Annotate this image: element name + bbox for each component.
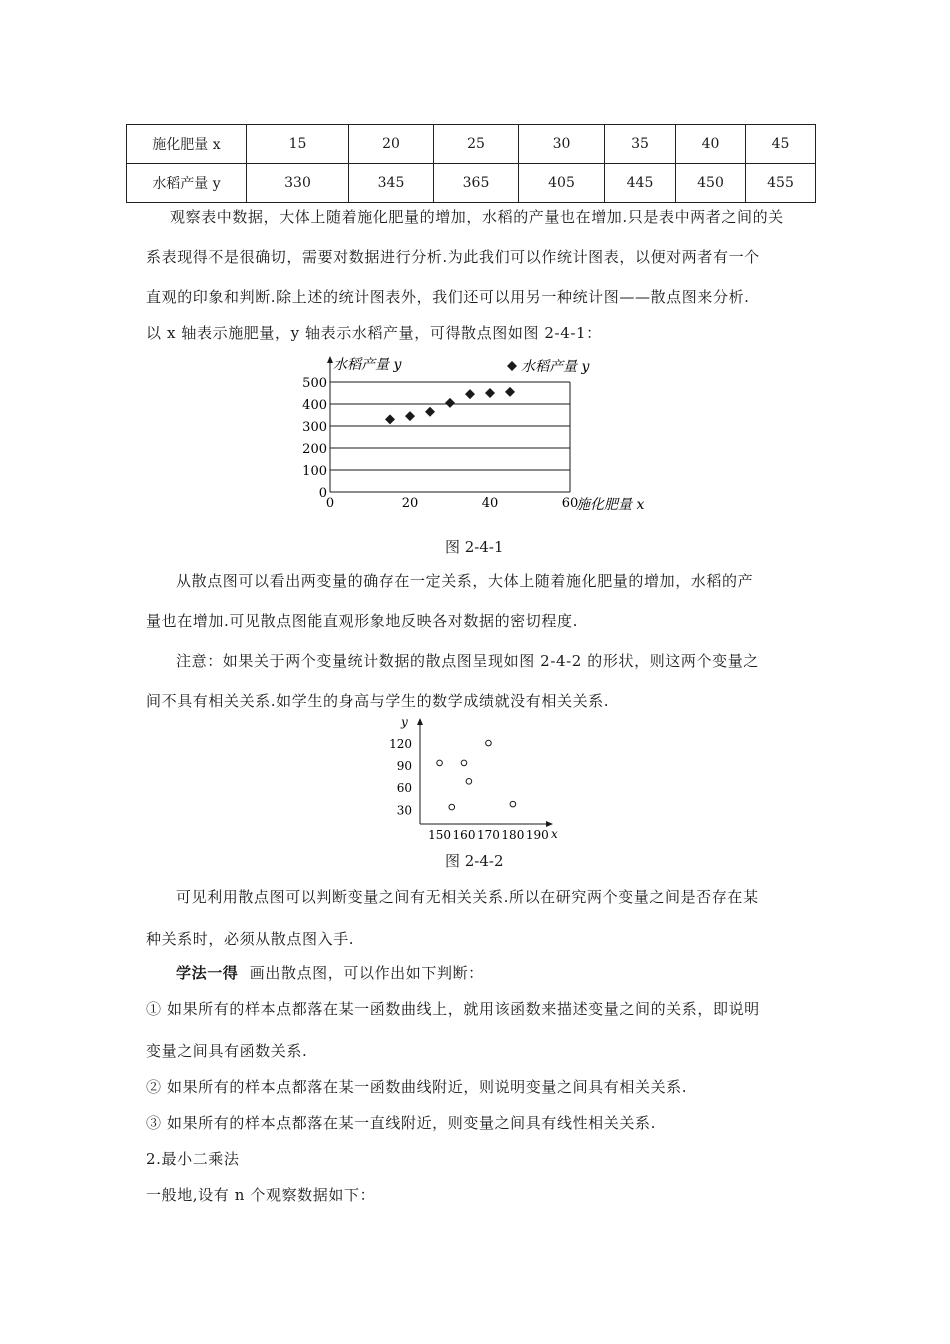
y-tick-label: 200 — [302, 442, 327, 457]
table-cell: 445 — [605, 164, 676, 203]
y-tick-label: 500 — [302, 376, 327, 391]
data-table — [126, 124, 816, 203]
table-cell: 455 — [746, 164, 816, 203]
data-point — [425, 407, 435, 417]
data-point — [486, 740, 492, 746]
table-row — [127, 164, 816, 203]
data-point — [405, 411, 415, 421]
y-tick-labels — [389, 737, 412, 817]
paragraph-line: 观察表中数据，大体上随着施化肥量的增加，水稻的产量也在增加.只是表中两者之间的关 — [170, 208, 784, 226]
paragraph-line: 一般地,设有 n 个观察数据如下： — [146, 1186, 376, 1204]
data-points — [385, 387, 515, 425]
table-cell: 345 — [349, 164, 434, 203]
table-cell: 365 — [434, 164, 519, 203]
table-cell: 45 — [746, 125, 816, 164]
method-heading — [176, 962, 484, 983]
y-axis-arrow-icon — [417, 718, 423, 725]
x-tick-label: 0 — [325, 496, 335, 511]
y-tick-label: 100 — [302, 464, 327, 479]
x-tick-label: 20 — [401, 496, 419, 511]
y-axis-label: y — [401, 715, 408, 729]
y-tick-label: 120 — [389, 737, 412, 752]
table-cell: 30 — [519, 125, 605, 164]
data-point — [466, 779, 472, 785]
data-point — [465, 389, 475, 399]
y-tick-label: 60 — [396, 781, 412, 796]
y-tick-label: 400 — [302, 398, 327, 413]
y-tick-label: 0 — [318, 486, 327, 501]
table-cell: 35 — [605, 125, 676, 164]
paragraph-line: 注意：如果关于两个变量统计数据的散点图呈现如图 2-4-2 的形状，则这两个变量之 — [176, 652, 759, 670]
paragraph-line: 以 x 轴表示施肥量，y 轴表示水稻产量，可得散点图如图 2-4-1： — [146, 324, 602, 342]
y-tick-label: 30 — [396, 803, 412, 818]
x-tick-label: 40 — [481, 496, 499, 511]
legend-label: 水稻产量 y — [521, 359, 590, 375]
figure-caption: 图 2-4-2 — [445, 852, 504, 870]
table-cell: 405 — [519, 164, 605, 203]
section-heading: 2.最小二乘法 — [146, 1150, 240, 1168]
paragraph-line: 间不具有相关关系.如学生的身高与学生的数学成绩就没有相关关系. — [146, 692, 610, 710]
x-tick-label: 160 — [452, 828, 476, 842]
x-tick-label: 170 — [476, 828, 500, 842]
paragraph-line: 量也在增加.可见散点图能直观形象地反映各对数据的密切程度. — [146, 612, 578, 630]
table-cell: 40 — [676, 125, 746, 164]
table-cell: 20 — [349, 125, 434, 164]
data-point — [449, 804, 455, 810]
data-point — [385, 414, 395, 424]
table-cell: 450 — [676, 164, 746, 203]
method-title: 学法一得 — [176, 964, 239, 982]
list-item: ① 如果所有的样本点都落在某一函数曲线上，就用该函数来描述变量之间的关系，即说明 — [146, 1000, 760, 1018]
figure-caption: 图 2-4-1 — [445, 538, 504, 556]
data-point — [461, 760, 467, 766]
data-point — [445, 398, 455, 408]
paragraph-line: 直观的印象和判断.除上述的统计图表外，我们还可以用另一种统计图——散点图来分析. — [146, 288, 750, 306]
paragraph-line: 可见利用散点图可以判断变量之间有无相关关系.所以在研究两个变量之间是否存在某 — [176, 888, 759, 906]
paragraph-line: 种关系时，必须从散点图入手. — [146, 930, 355, 948]
list-item: ③ 如果所有的样本点都落在某一直线附近，则变量之间具有线性相关关系. — [146, 1114, 656, 1132]
list-item: ② 如果所有的样本点都落在某一函数曲线附近，则说明变量之间具有相关关系. — [146, 1078, 688, 1096]
list-item-continued: 变量之间具有函数关系. — [146, 1042, 308, 1060]
table-header-cell: 施化肥量 x — [127, 125, 247, 164]
x-tick-label: 190 — [525, 828, 549, 842]
chart-axes — [327, 356, 570, 492]
y-tick-labels — [302, 376, 327, 501]
y-tick-label: 300 — [302, 420, 327, 435]
table-header-cell: 水稻产量 y — [127, 164, 247, 203]
x-tick-label: 150 — [428, 828, 452, 842]
table-row — [127, 125, 816, 164]
y-tick-label: 90 — [396, 759, 412, 774]
legend-marker-icon — [507, 361, 517, 371]
x-tick-labels — [326, 496, 578, 511]
x-tick-labels — [428, 828, 549, 842]
data-points — [437, 740, 516, 810]
data-point — [510, 801, 516, 807]
table-cell: 330 — [247, 164, 349, 203]
table-cell: 15 — [247, 125, 349, 164]
scatter-chart-1 — [300, 352, 660, 520]
method-text: 画出散点图，可以作出如下判断： — [249, 964, 484, 982]
data-point — [505, 387, 515, 397]
chart-axes — [417, 718, 553, 827]
y-axis-label: 水稻产量 y — [333, 357, 402, 373]
paragraph-line: 系表现得不是很确切，需要对数据进行分析.为此我们可以作统计图表，以便对两者有一个 — [146, 248, 760, 266]
paragraph-line: 从散点图可以看出两变量的确存在一定关系，大体上随着施化肥量的增加，水稻的产 — [176, 572, 754, 590]
x-tick-label: 180 — [501, 828, 525, 842]
table-cell: 25 — [434, 125, 519, 164]
scatter-chart-2 — [380, 712, 570, 844]
x-axis-label: x — [551, 827, 558, 841]
data-point — [485, 388, 495, 398]
x-tick-label: 60 — [561, 496, 579, 511]
x-axis-label: 施化肥量 x — [576, 497, 645, 513]
data-point — [437, 760, 443, 766]
